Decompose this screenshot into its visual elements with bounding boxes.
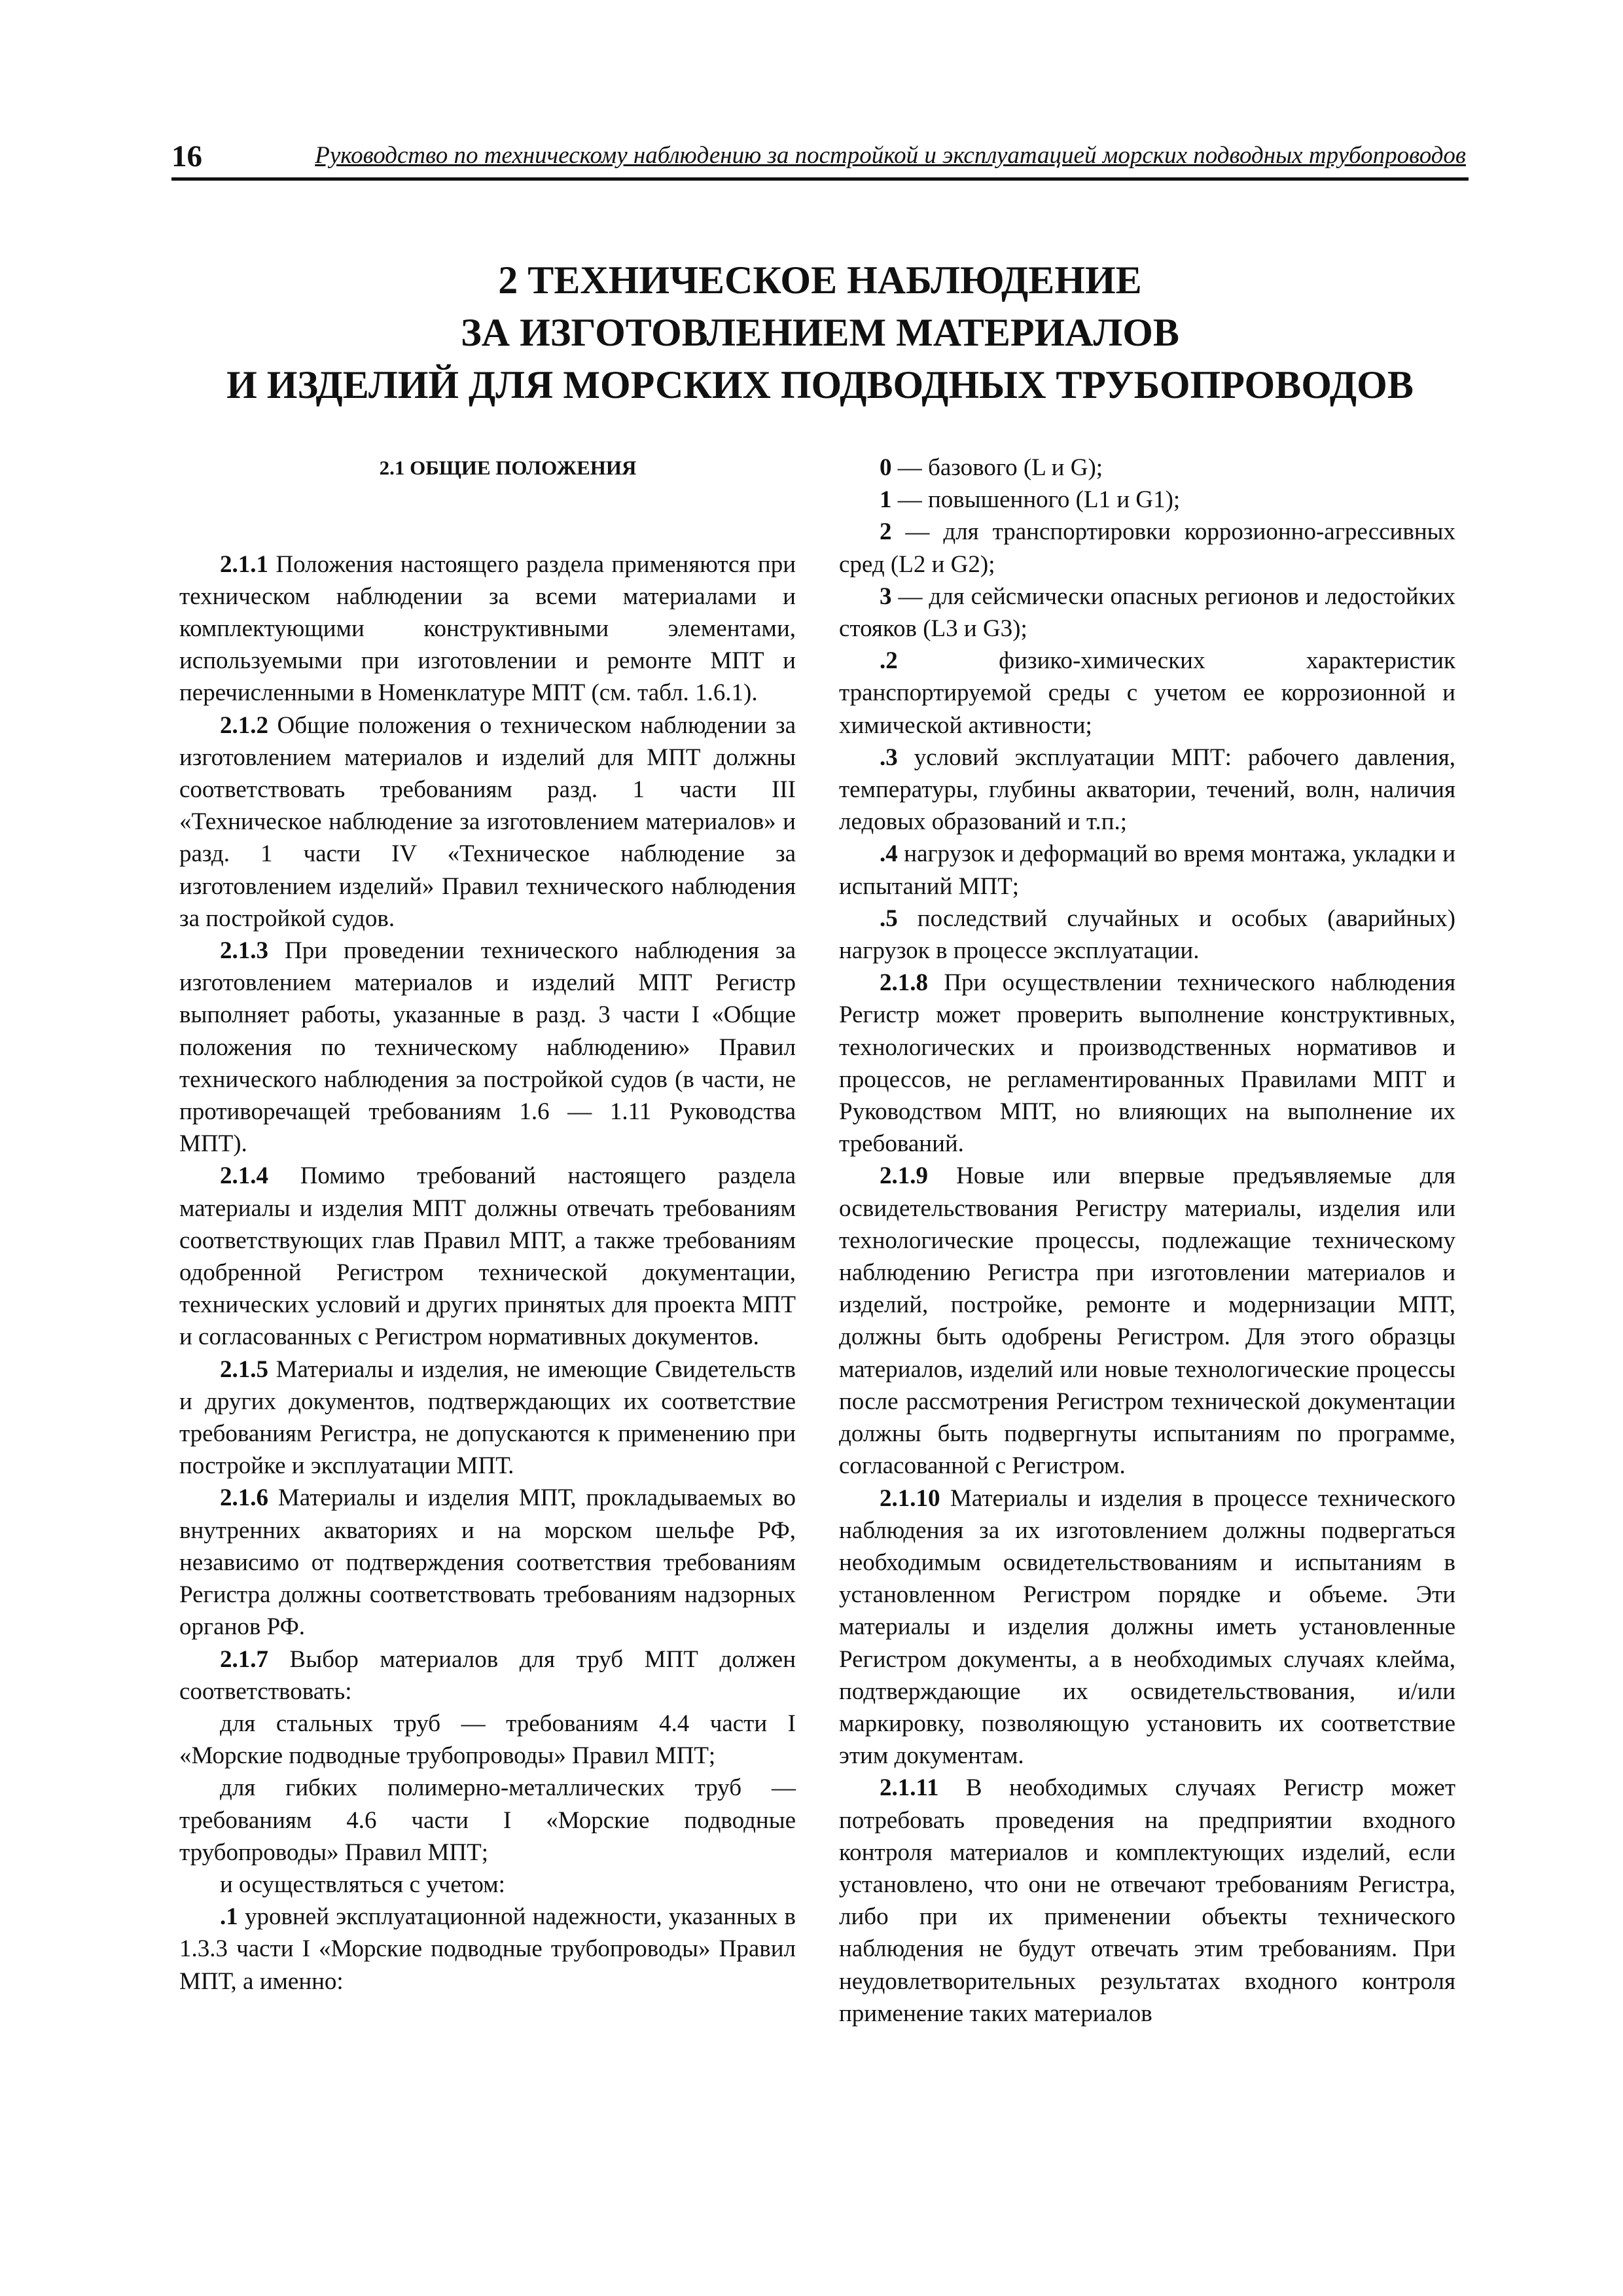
level-number: 0: [880, 454, 892, 481]
paragraph-2-1-5: [179, 1354, 796, 1482]
paragraph-2-1-2: [179, 709, 796, 935]
paragraph-2-1-1: [179, 548, 796, 709]
clause-number: 2.1.7: [220, 1645, 268, 1673]
list-item-4: [839, 838, 1455, 902]
paragraph-text: При осуществлении технического наблюдения Регистр может проверить выполнение конструктивных, технологических и производственных нормативов и процессов, не регламентированных Правилами МПТ и Руководством МПТ, но влияющих на выполнение их требований.: [839, 969, 1455, 1158]
item-number: .1: [220, 1903, 238, 1931]
item-number: .2: [880, 647, 898, 675]
paragraph-text: условий эксплуатации МПТ: рабочего давления, температуры, глубины акватории, течений, волн, наличия ледовых образований и т.п.;: [839, 744, 1455, 836]
list-item-flexible-pipes: [179, 1772, 796, 1869]
paragraph-2-1-6: [179, 1482, 796, 1643]
paragraph-2-1-11: [839, 1772, 1455, 2030]
paragraph-text: При проведении технического наблюдения за изготовлением материалов и изделий МПТ Регистр выполняет работы, указанные в разд. 3 части I «Общие положения по техническому наблюдению» Правил технического наблюдения за постройкой судов (в части, не противоречащей требованиям 1.6 — 1.11 Руководства МПТ).: [179, 937, 796, 1158]
paragraph-text: — для сейсмически опасных регионов и ледостойких стояков (L3 и G3);: [839, 583, 1455, 643]
paragraph-text: последствий случайных и особых (аварийных) нагрузок в процессе эксплуатации.: [839, 905, 1455, 965]
paragraph-text: для гибких полимерно-металлических труб — требованиям 4.6 части I «Морские подводные трубопроводы» Правил МПТ;: [179, 1774, 796, 1866]
paragraph-text: Материалы и изделия, не имеющие Свидетельств и других документов, подтверждающих их соответствие требованиям Регистра, не допускаются к применению при постройке и эксплуатации МПТ.: [179, 1355, 796, 1480]
paragraph-text: Общие положения о техническом наблюдении за изготовлением материалов и изделий для МПТ должны соответствовать требованиям разд. 1 части III «Техническое наблюдение за изготовлением материалов» и разд. 1 части IV «Техническое наблюдение за изготовлением изделий» Правил технического наблюдения за постройкой судов.: [179, 711, 796, 932]
paragraph-text: Материалы и изделия МПТ, прокладываемых во внутренних акваториях и на морском шельфе РФ, независимо от подтверждения соответствия требованиям Регистра должны соответствовать требованиям надзорных органов РФ.: [179, 1484, 796, 1641]
paragraph-text: — для транспортировки коррозионно-агрессивных сред (L2 и G2);: [839, 518, 1455, 578]
item-number: .3: [880, 744, 898, 771]
chapter-title-line: И ИЗДЕЛИЙ ДЛЯ МОРСКИХ ПОДВОДНЫХ ТРУБОПРОВОДОВ: [226, 363, 1414, 406]
paragraph-2-1-10: [839, 1482, 1455, 1772]
list-item-2: [839, 645, 1455, 742]
paragraph-text: Помимо требований настоящего раздела материалы и изделия МПТ должны отвечать требованиям соответствующих глав Правил МПТ, а также требованиям одобренной Регистром технической документации, технических условий и других принятых для проекта МПТ и согласованных с Регистром нормативных документов.: [179, 1162, 796, 1351]
clause-number: 2.1.10: [880, 1484, 940, 1512]
item-number: .4: [880, 840, 898, 868]
clause-number: 2.1.5: [220, 1355, 268, 1383]
list-lead-in: [179, 1869, 796, 1901]
clause-number: 2.1.11: [880, 1774, 939, 1802]
clause-number: 2.1.1: [220, 550, 268, 578]
paragraph-text: и осуществляться с учетом:: [220, 1871, 505, 1898]
paragraph-2-1-9: [839, 1160, 1455, 1482]
section-heading: 2.1 ОБЩИЕ ПОЛОЖЕНИЯ: [379, 456, 637, 479]
clause-number: 2.1.4: [220, 1162, 268, 1190]
list-item-1: [179, 1901, 796, 1998]
running-header: [171, 135, 1469, 181]
paragraph-text: В необходимых случаях Регистр может потребовать проведения на предприятии входного контроля материалов и комплектующих изделий, если установлено, что они не отвечают требованиям Регистра, либо при их применении объекты технического наблюдения не будут отвечать этим требованиям. При неудовлетворительных результатах входного контроля применение таких материалов: [839, 1774, 1455, 2027]
level-number: 1: [880, 486, 892, 514]
clause-number: 2.1.8: [880, 969, 928, 997]
list-item-steel-pipes: [179, 1708, 796, 1772]
reliability-level-2: [839, 516, 1455, 580]
paragraph-text: для стальных труб — требованиям 4.4 части I «Морские подводные трубопроводы» Правил МПТ;: [179, 1710, 796, 1770]
paragraph-text: уровней эксплуатационной надежности, указанных в 1.3.3 части I «Морские подводные трубопроводы» Правил МПТ, а именно:: [179, 1903, 796, 1995]
paragraph-2-1-3: [179, 935, 796, 1160]
chapter-title-line: ЗА ИЗГОТОВЛЕНИЕМ МАТЕРИАЛОВ: [461, 311, 1179, 354]
paragraph-text: Материалы и изделия в процессе технического наблюдения за их изготовлением должны подвергаться необходимым освидетельствованиям и испытаниям в установленном Регистром порядке и объеме. Эти материалы и изделия должны иметь установленные Регистром документы, а в необходимых случаях клейма, подтверждающие их освидетельствования, и/или маркировку, позволяющую установить их соответствие этим документам.: [839, 1484, 1455, 1770]
clause-number: 2.1.3: [220, 937, 268, 965]
paragraph-text: — базового (L и G);: [891, 454, 1103, 481]
level-number: 3: [880, 583, 892, 610]
running-title: Руководство по техническому наблюдению за постройкой и эксплуатацией морских подводных трубопроводов: [315, 142, 1466, 169]
paragraph-text: физико-химических характеристик транспортируемой среды с учетом ее коррозионной и химической активности;: [839, 647, 1455, 739]
list-item-3: [839, 742, 1455, 838]
left-column: [179, 452, 796, 1998]
reliability-level-1: [839, 484, 1455, 516]
paragraph-2-1-8: [839, 967, 1455, 1160]
list-item-5: [839, 903, 1455, 967]
paragraph-text: Выбор материалов для труб МПТ должен соответствовать:: [179, 1645, 796, 1705]
reliability-level-0: [839, 452, 1455, 484]
right-column: [839, 452, 1455, 2030]
paragraph-text: Новые или впервые предъявляемые для освидетельствования Регистру материалы, изделия или технологические процессы, подлежащие техническому наблюдению Регистра при изготовлении материалов и изделий, постройке, ремонте и модернизации МПТ, должны быть одобрены Регистром. Для этого образцы материалов, изделий или новые технологические процессы после рассмотрения Регистром технической документации должны быть подвергнуты испытаниям по программе, согласованной с Регистром.: [839, 1162, 1455, 1480]
clause-number: 2.1.2: [220, 711, 268, 739]
clause-number: 2.1.6: [220, 1484, 268, 1512]
chapter-title: [171, 254, 1469, 411]
chapter-title-line: 2 ТЕХНИЧЕСКОЕ НАБЛЮДЕНИЕ: [498, 259, 1142, 302]
reliability-level-3: [839, 581, 1455, 645]
paragraph-2-1-7: [179, 1643, 796, 1708]
page-number: 16: [171, 139, 202, 173]
paragraph-text: нагрузок и деформаций во время монтажа, укладки и испытаний МПТ;: [839, 840, 1455, 900]
paragraph-2-1-4: [179, 1160, 796, 1353]
clause-number: 2.1.9: [880, 1162, 928, 1190]
paragraph-text: Положения настоящего раздела применяются при техническом наблюдении за всеми материалами и комплектующими конструктивными элементами, используемыми при изготовлении и ремонте МПТ и перечисленными в Номенклатуре МПТ (см. табл. 1.6.1).: [179, 550, 796, 707]
level-number: 2: [880, 518, 892, 546]
item-number: .5: [880, 905, 898, 932]
paragraph-text: — повышенного (L1 и G1);: [891, 486, 1181, 514]
